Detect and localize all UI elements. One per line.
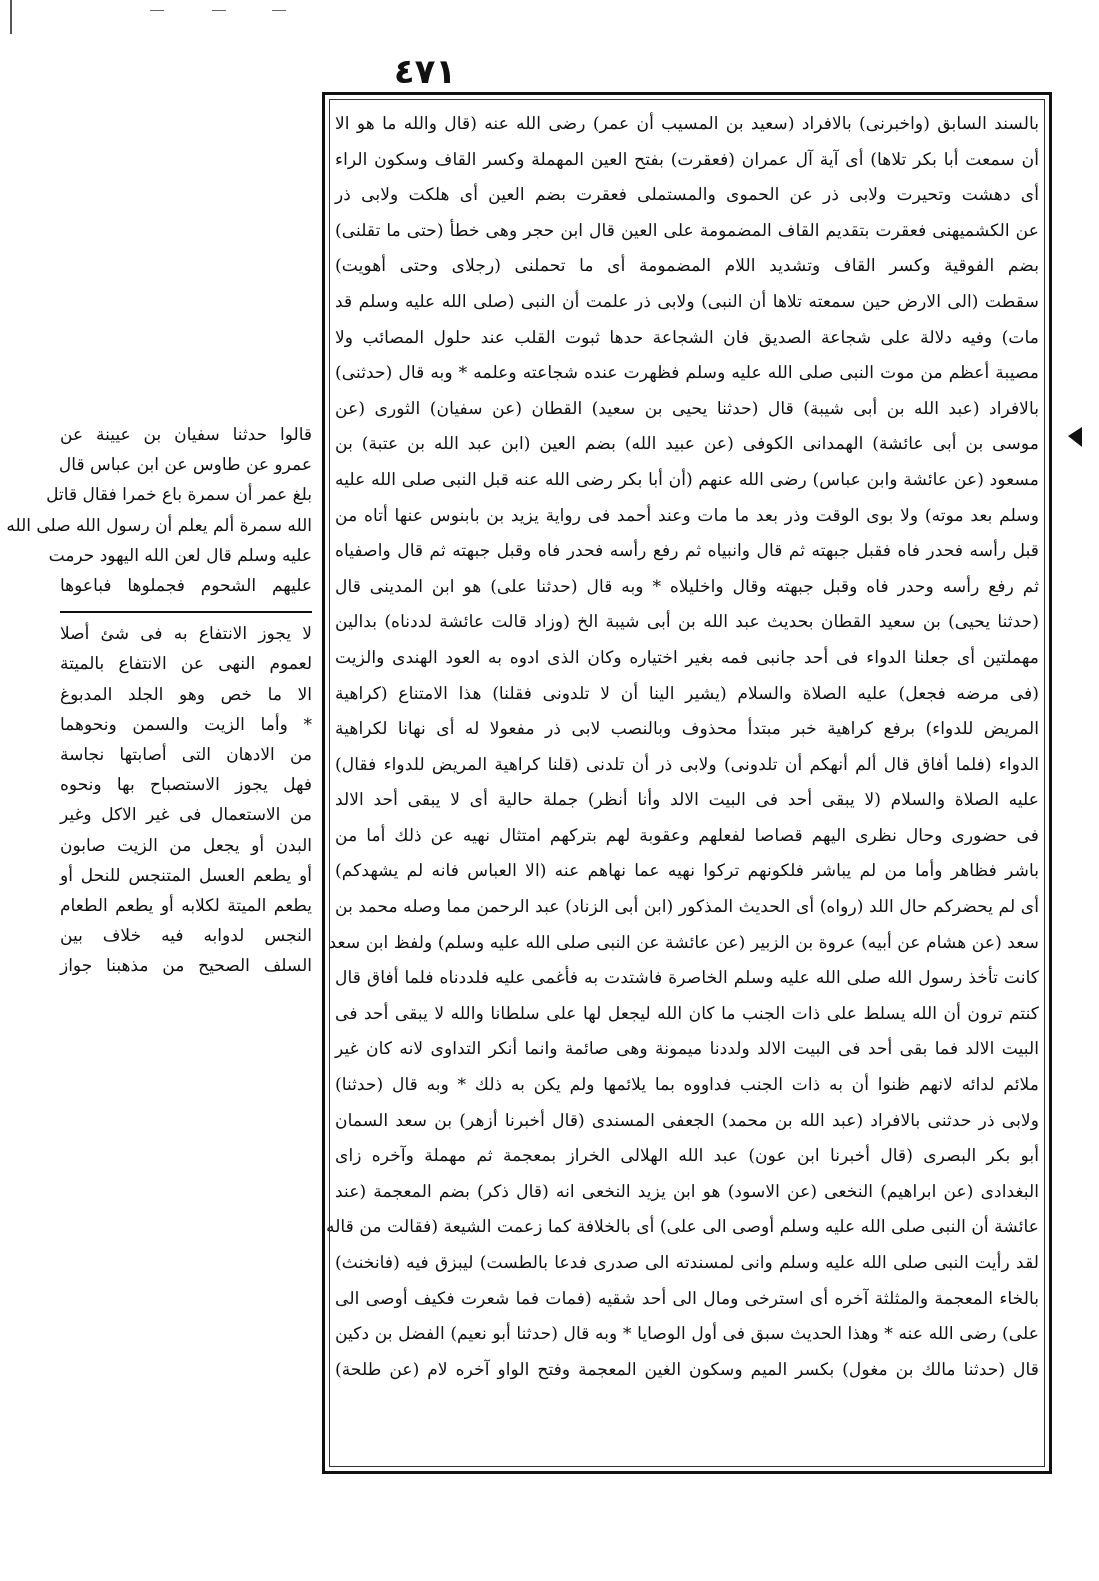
- main-text-line: (حدثنا يحيى) بن سعيد القطان بحديث عبد الله بن أبى شيبة الخ (وزاد قالت عائشة لددناه) بدالين: [335, 612, 1039, 633]
- main-text-line: عليه الصلاة والسلام (لا يبقى أحد فى البيت الالد وأنا أنظر) جملة حالية أى لا يبقى أحد الالد: [335, 790, 1039, 811]
- main-text-line: سعد (عن هشام عن أبيه) عروة بن الزبير (عن عائشة عن النبى صلى الله عليه وسلم) ولفظ ابن سعد: [328, 932, 1039, 953]
- main-text-line: أن سمعت أبا بكر تلاها) أى آية آل عمران (فعقرت) بفتح العين المهملة وكسر القاف وسكون الراء: [335, 149, 1039, 170]
- margin-lower-block: [60, 619, 312, 981]
- margin-text-line: لا يجوز الانتفاع به فى شئ أصلا: [60, 624, 312, 645]
- main-text-line: البيت الالد فما بقى أحد فى البيت الالد ولددنا ميمونة وهى صائمة وانما أنكر التداوى لانه كان غير: [335, 1039, 1039, 1060]
- margin-text-line: الا ما خص وهو الجلد المدبوغ: [60, 684, 312, 705]
- main-text-frame: [322, 92, 1052, 1474]
- scan-speck: [212, 0, 226, 11]
- main-text-line: المريض للدواء) برفع كراهية خبر مبتدأ محذوف وبالنصب لابى ذر مفعولا له أى نهانا لكراهية: [335, 719, 1039, 740]
- margin-text-line: البدن أو يجعل من الزيت صابون: [60, 835, 312, 856]
- margin-text-line: النجس لدوابه فيه خلاف بين: [60, 926, 312, 947]
- margin-text-line: عمرو عن طاوس عن ابن عباس قال: [58, 455, 312, 476]
- main-text-line: بالخاء المعجمة والمثلثة آخره أى استرخى ومال الى أحد شقيه (فمات فما شعرت فكيف أوصى الى: [335, 1288, 1039, 1309]
- main-text-line: الدواء (فلما أفاق قال ألم أنهكم أن تلدونى) ولابى ذر أن تلدنى (قلنا كراهية المريض للدواء فقال): [335, 754, 1039, 775]
- margin-text-line: من الادهان التى أصابتها نجاسة: [60, 745, 312, 766]
- main-text-line: (فى مرضه فجعل) عليه الصلاة والسلام (يشير الينا أن لا تلدونى فقلنا) هذا الامتناع (كراهية: [335, 683, 1039, 704]
- margin-text-line: عليهم الشحوم فجملوها فباعوها: [60, 576, 312, 597]
- main-text-line: مهملتين أى جعلنا الدواء فى أحد جانبى فمه بغير اختياره وكان الذى ادوه به العود الهندى والزيت: [335, 647, 1039, 668]
- main-text-line: أى دهشت وتحيرت ولابى ذر عن الحموى والمستملى فعقرت بضم العين أى هلكت ولابى ذر: [335, 185, 1039, 206]
- main-text-line: باشر فظاهر وأما من لم يباشر فلكونهم تركوا نهيه عما نهاهم عنه (الا العباس فانه لم يشهدكم): [335, 861, 1039, 882]
- main-text-line: كانت تأخذ رسول الله صلى الله عليه وسلم الخاصرة فاشتدت به فأغمى عليه فلددناه فلما أفاق قال: [335, 968, 1039, 989]
- page-number: ٤٧١: [393, 52, 457, 92]
- main-text-line: لقد رأيت النبى صلى الله عليه وسلم وانى لمسندته الى صدرى فدعا بالطست) ليبزق فيه (فانخنث): [335, 1253, 1039, 1273]
- main-text-line: البغدادى (عن ابراهيم) النخعى (عن الاسود) هو ابن يزيد النخعى انه (قال ذكر) بضم المعجمة (عند: [335, 1181, 1039, 1202]
- margin-text-line: فهل يجوز الاستصباح بها ونحوه: [60, 775, 312, 796]
- scan-speck: [272, 0, 286, 11]
- main-text-line: كنتم ترون أن الله يسلط على ذات الجنب ما كان الله ليجعل لها على سلطانا والله لا يبقى أحد فى: [335, 1003, 1039, 1024]
- main-text-line: قال (حدثنا مالك بن مغول) بكسر الميم وسكون الغين المعجمة وفتح الواو آخره لام (عن طلحة): [335, 1359, 1039, 1380]
- margin-text-line: يطعم الميتة لكلابه أو يطعم الطعام: [60, 896, 312, 917]
- main-text-line: بضم الفوقية وكسر القاف وتشديد اللام المضمومة أى ما تحملنى (رجلاى وحتى أهويت): [335, 256, 1039, 277]
- main-text-line: قبل رأسه فحدر فاه فقبل جبهته ثم قال وانبياه ثم رفع رأسه فحدر فاه وقبل جبهته ثم قال واصفياه: [335, 541, 1039, 562]
- main-text-line: ثم رفع رأسه وحدر فاه وقبل جبهته وقال واخليلاه * وبه قال (حدثنا على) هو ابن المدينى قال: [335, 576, 1039, 597]
- margin-text-line: الله سمرة ألم يعلم أن رسول الله صلى الله: [6, 515, 312, 536]
- margin-arrow-icon: [1068, 427, 1082, 447]
- main-text-line: سقطت (الى الارض حين سمعته تلاها أن النبى) ولابى ذر علمت أن النبى (صلى الله عليه وسلم قد: [335, 291, 1039, 312]
- main-text-line: ولابى ذر حدثنى بالافراد (عبد الله بن محمد) الجعفى المسندى (قال أخبرنا أزهر) بن سعد السمان: [335, 1110, 1039, 1131]
- margin-upper-block: [6, 420, 312, 601]
- margin-text-line: عليه وسلم قال لعن الله اليهود حرمت: [48, 545, 312, 566]
- main-text-line: مات) وفيه دلالة على شجاعة الصديق فان الشجاعة حدها ثبوت القلب عند حلول المصائب ولا: [335, 327, 1039, 348]
- scan-speck: [150, 0, 164, 11]
- scan-edge-mark: [10, 0, 24, 34]
- margin-text-line: أو يطعم العسل المتنجس للنحل أو: [60, 865, 312, 886]
- main-text-line: مسعود (عن عائشة وابن عباس) رضى الله عنهم (أن أبا بكر رضى الله عنه قبل النبى صلى الله عليه: [335, 469, 1039, 490]
- margin-text-line: بلغ عمر أن سمرة باع خمرا فقال قاتل: [46, 485, 312, 506]
- main-text-line: عن الكشميهنى فعقرت بتقديم القاف المضمومة على العين قال ابن حجر وهى خطأ (حتى ما تقلنى): [335, 220, 1039, 241]
- main-text-line: ملائم لدائه لانهم ظنوا أن به ذات الجنب فداووه بما يلائمها ولم يكن به ذلك * وبه قال (حدثنا): [335, 1075, 1039, 1096]
- main-text-line: على) رضى الله عنه * وهذا الحديث سبق فى أول الوصايا * وبه قال (حدثنا أبو نعيم) الفضل بن دكين: [335, 1324, 1039, 1345]
- main-text-line: وسلم بعد موته) ولا بوى الوقت وذر بعد ما مات وعند أحمد فى رواية يزيد بن بابنوس عنها أتاه من: [335, 505, 1039, 526]
- margin-text-line: لعموم النهى عن الانتفاع بالميتة: [60, 654, 312, 675]
- main-text-line: أبو بكر البصرى (قال أخبرنا ابن عون) عبد الله الهلالى الخراز بمعجمة ثم مهملة وآخره زاى: [335, 1146, 1039, 1167]
- main-text-line: مصيبة أعظم من موت النبى صلى الله عليه وسلم فظهرت عنده شجاعته وعلمه * وبه قال (حدثنى): [335, 363, 1039, 384]
- margin-divider: [60, 611, 312, 613]
- main-text-line: موسى بن أبى عائشة) الهمدانى الكوفى (عن عبيد الله) بضم العين (ابن عبد الله بن عتبة) بن: [335, 434, 1039, 455]
- margin-commentary: [6, 420, 312, 982]
- margin-text-line: من الاستعمال فى غير الاكل وغير: [60, 805, 312, 826]
- main-text-line: أى لم يحضركم حال اللد (رواه) أى الحديث المذكور (ابن أبى الزناد) عبد الرحمن مما وصله محمد بن: [335, 897, 1039, 918]
- margin-text-line: السلف الصحيح من مذهبنا جواز: [60, 956, 312, 977]
- margin-text-line: قالوا حدثنا سفيان بن عيينة عن: [60, 425, 312, 445]
- main-text-line: فى حضورى وحال نظرى اليهم قصاصا لفعلهم وعقوبة لهم بتركهم امتثال نهيه عن ذلك أما من: [335, 825, 1039, 846]
- main-text-line: بالافراد (عبد الله بن أبى شيبة) قال (حدثنا يحيى بن سعيد) القطان (عن سفيان) الثورى (عن: [335, 398, 1039, 419]
- main-text-line: عائشة أن النبى صلى الله عليه وسلم أوصى الى على) أى بالخلافة كما زعمت الشيعة (فقالت من قاله: [325, 1217, 1039, 1238]
- margin-text-line: * وأما الزيت والسمن ونحوهما: [60, 714, 312, 735]
- main-text-body: [325, 107, 1039, 1461]
- main-text-line: بالسند السابق (واخبرنى) بالافراد (سعيد بن المسيب أن عمر) رضى الله عنه (قال والله ما هو الا: [335, 114, 1039, 134]
